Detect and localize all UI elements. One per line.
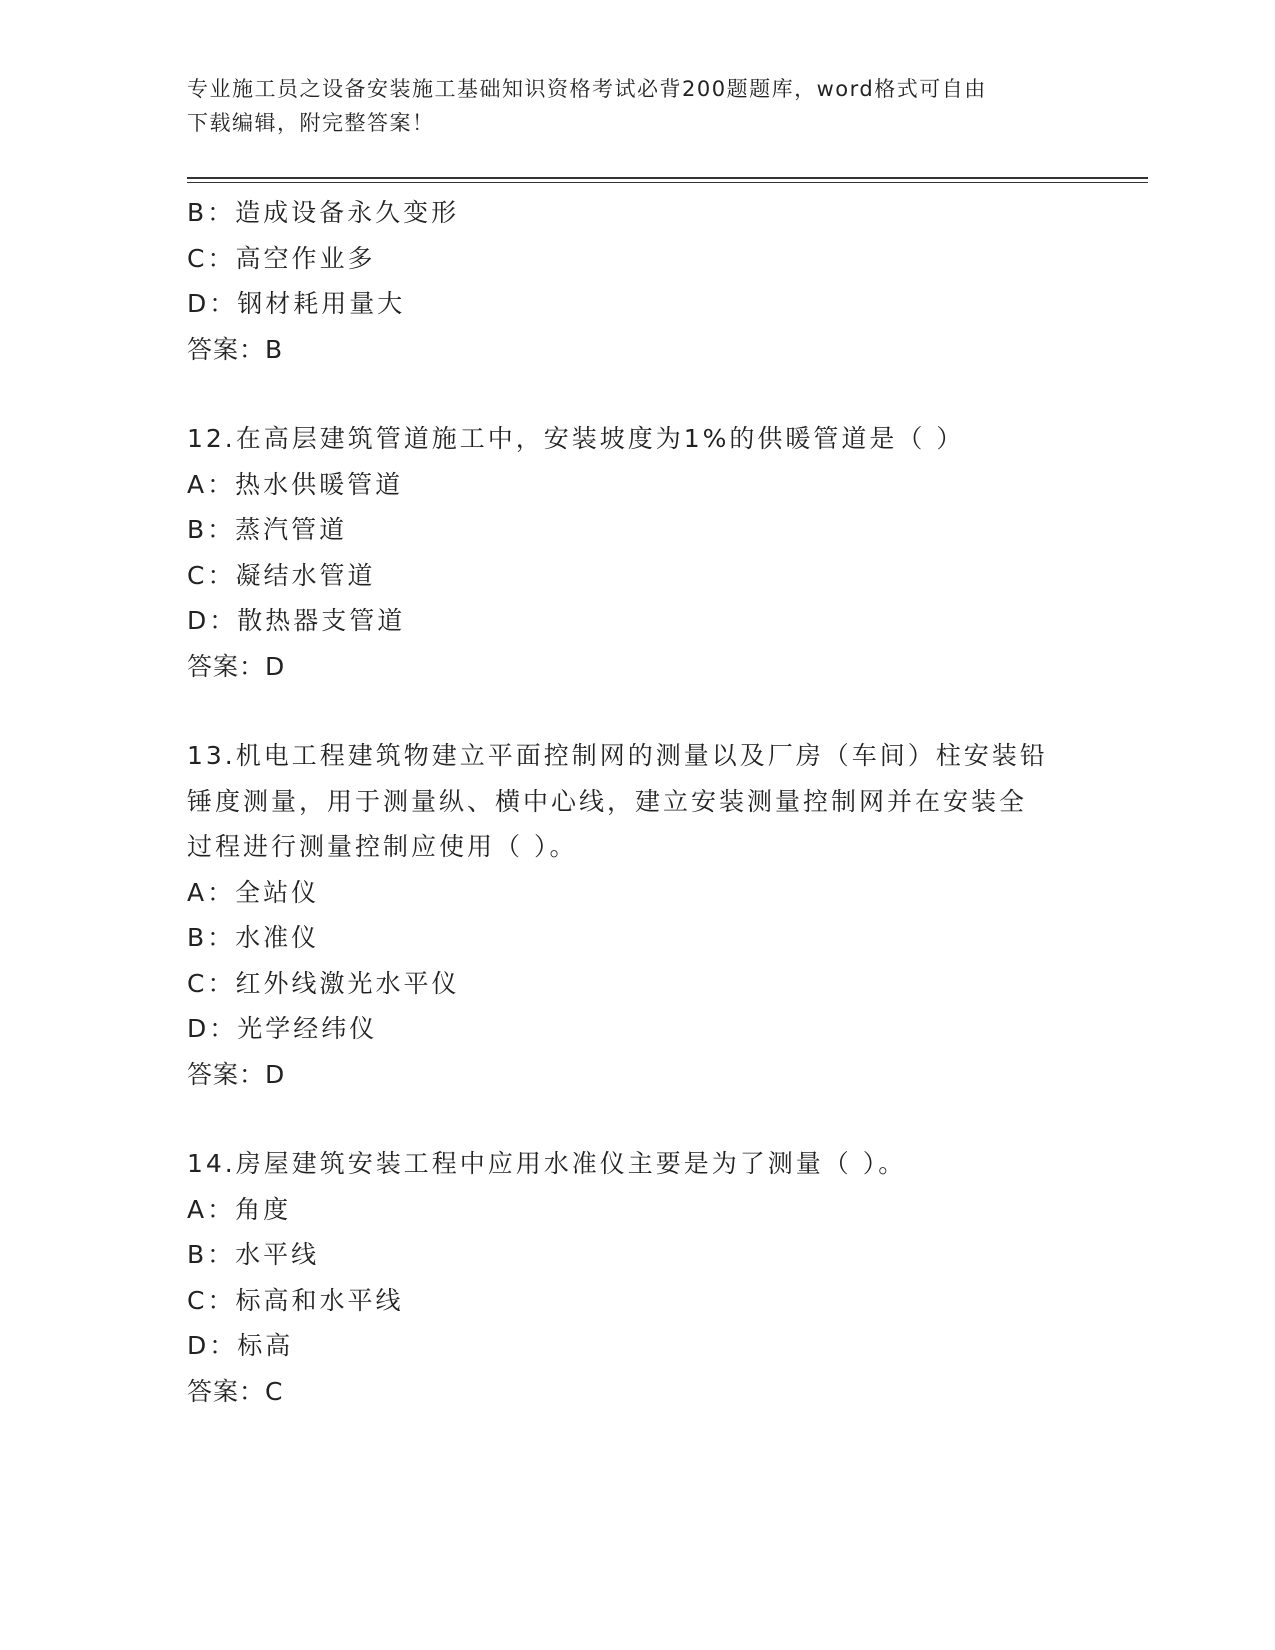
answer-line: 答案：D [187,1059,286,1089]
header-divider-thick [187,177,1148,179]
question-text: 12.在高层建筑管道施工中，安装坡度为1%的供暖管道是（ ） [187,424,965,453]
option-a: A：热水供暖管道 [187,469,404,499]
option-b: B：造成设备永久变形 [187,198,460,227]
option-d: D：散热器支管道 [187,606,406,635]
spacer [187,689,1087,733]
spacer [187,1097,1087,1141]
header-title-line-2: 下载编辑，附完整答案！ [187,111,435,135]
answer-line: 答案：D [187,651,286,681]
question-text: 14.房屋建筑安装工程中应用水准仪主要是为了测量（ ）。 [187,1149,907,1178]
option-c: C：红外线激光水平仪 [187,968,460,998]
option-d: D：钢材耗用量大 [187,289,406,318]
question-text-line-1: 13.机电工程建筑物建立平面控制网的测量以及厂房（车间）柱安装铅 [187,741,1048,770]
option-b: B：蒸汽管道 [187,515,348,544]
option-a: A：全站仪 [187,877,320,907]
question-text-line-3: 过程进行测量控制应使用（ ）。 [187,832,578,861]
answer-line: 答案：B [187,334,284,364]
question-12 [187,416,1087,689]
question-14 [187,1141,1087,1414]
option-b: B：水准仪 [187,923,320,952]
option-c: C：高空作业多 [187,243,376,273]
question-11 [187,190,1087,372]
header-title-line-1: 专业施工员之设备安装施工基础知识资格考试必背200题题库，word格式可自由 [187,77,987,101]
option-c: C：标高和水平线 [187,1285,404,1315]
option-d: D：光学经纬仪 [187,1014,378,1043]
option-d: D：标高 [187,1331,294,1360]
option-a: A：角度 [187,1194,292,1224]
question-list [187,190,1087,1414]
header-divider-thin [187,182,1148,183]
answer-line: 答案：C [187,1376,284,1406]
question-text-line-2: 锤度测量，用于测量纵、横中心线，建立安装测量控制网并在安装全 [187,786,1028,816]
question-13 [187,733,1087,1097]
spacer [187,372,1087,416]
option-c: C：凝结水管道 [187,560,376,590]
document-header [187,72,1067,140]
option-b: B：水平线 [187,1240,320,1269]
